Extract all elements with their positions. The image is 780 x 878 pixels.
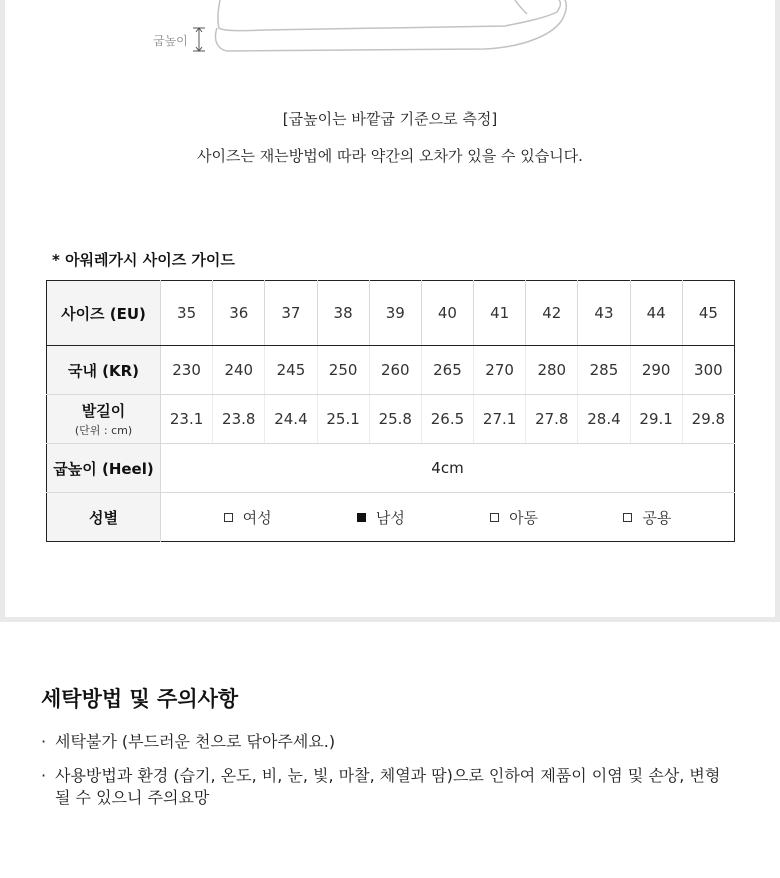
care-instructions-list [41,731,731,821]
foot-length-cell: 23.8 [213,395,265,444]
gender-options-wrap [161,507,734,528]
eu-size-cell: 39 [369,281,421,346]
gender-option-kids [490,507,538,528]
kr-size-cell: 280 [526,346,578,395]
care-instruction-item [41,731,731,753]
foot-length-label-text: 발길이 [81,402,126,420]
heel-height-value: 4cm [161,444,735,493]
bullet-icon: · [41,732,47,751]
gender-option-unisex [623,507,671,528]
size-guide-table [46,280,735,542]
foot-length-cell: 27.8 [526,395,578,444]
eu-size-cell: 43 [578,281,630,346]
checkbox-unchecked-icon [490,513,499,522]
heel-height-row [47,444,735,493]
kr-size-cell: 250 [317,346,369,395]
foot-length-cell: 25.1 [317,395,369,444]
eu-size-cell: 36 [213,281,265,346]
size-disclaimer: 사이즈는 재는방법에 따라 약간의 오차가 있을 수 있습니다. [197,147,583,165]
care-instruction-item [41,765,731,809]
eu-size-cell: 38 [317,281,369,346]
heel-height-figure-label: 굽높이 [153,34,188,48]
eu-size-row [47,281,735,346]
eu-size-label: 사이즈 (EU) [47,281,161,346]
gender-option-label: 공용 [642,508,672,527]
checkbox-checked-icon [357,513,366,522]
gender-label: 성별 [47,493,161,542]
gender-option-label: 남성 [375,508,405,527]
foot-length-cell: 29.8 [682,395,734,444]
foot-length-cell: 24.4 [265,395,317,444]
foot-length-cell: 29.1 [630,395,682,444]
eu-size-cell: 35 [161,281,213,346]
gender-options [161,493,735,542]
eu-size-cell: 37 [265,281,317,346]
gender-option-male [357,507,405,528]
eu-size-cell: 44 [630,281,682,346]
heel-height-label: 굽높이 (Heel) [47,444,161,493]
foot-length-label [47,395,161,444]
checkbox-unchecked-icon [623,513,632,522]
kr-size-label: 국내 (KR) [47,346,161,395]
care-instruction-text: 사용방법과 환경 (습기, 온도, 비, 눈, 빛, 마찰, 체열과 땀)으로 인하여 제품이 이염 및 손상, 변형될 수 있으니 주의요망 [55,766,721,807]
shoe-outline-illustration [5,0,775,70]
kr-size-cell: 245 [265,346,317,395]
foot-length-cell: 26.5 [421,395,473,444]
foot-length-row [47,395,735,444]
foot-length-cell: 25.8 [369,395,421,444]
kr-size-cell: 285 [578,346,630,395]
gender-row [47,493,735,542]
kr-size-cell: 240 [213,346,265,395]
foot-length-cell: 23.1 [161,395,213,444]
care-instruction-text: 세탁불가 (부드러운 천으로 닦아주세요.) [55,732,336,751]
kr-size-row [47,346,735,395]
eu-size-cell: 45 [682,281,734,346]
foot-length-unit: (단위 : cm) [74,424,133,437]
eu-size-cell: 41 [474,281,526,346]
kr-size-cell: 230 [161,346,213,395]
bullet-icon: · [41,766,47,785]
kr-size-cell: 270 [474,346,526,395]
checkbox-unchecked-icon [224,513,233,522]
kr-size-cell: 290 [630,346,682,395]
eu-size-cell: 42 [526,281,578,346]
foot-length-cell: 28.4 [578,395,630,444]
gender-option-label: 아동 [509,508,539,527]
gender-option-female [224,507,272,528]
size-guide-title: * 아워레가시 사이즈 가이드 [52,251,235,269]
kr-size-cell: 265 [421,346,473,395]
kr-size-cell: 300 [682,346,734,395]
eu-size-cell: 40 [421,281,473,346]
measurement-note: [굽높이는 바깥굽 기준으로 측정] [282,110,498,128]
gender-option-label: 여성 [242,508,272,527]
care-instructions-title: 세탁방법 및 주의사항 [41,687,239,711]
foot-length-cell: 27.1 [474,395,526,444]
kr-size-cell: 260 [369,346,421,395]
